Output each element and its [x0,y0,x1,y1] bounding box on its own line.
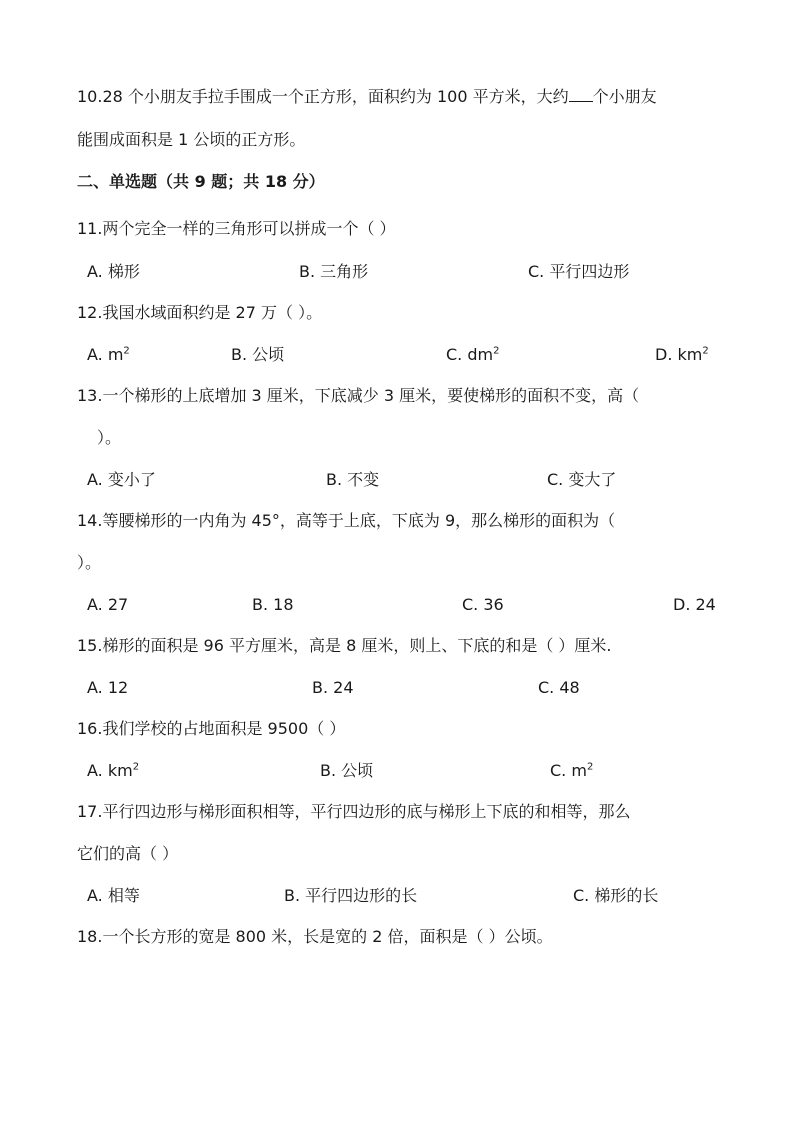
q12-option-d-exponent: 2 [702,345,709,357]
q17-stem-line1: 17.平行四边形与梯形面积相等，平行四边形的底与梯形上下底的和相等，那么 [77,802,631,821]
q18-stem: 18.一个长方形的宽是 800 米，长是宽的 2 倍，面积是（ ）公顷。 [77,927,553,946]
q13-option-a[interactable]: A. 变小了 [87,470,156,489]
q14-option-b[interactable]: B. 18 [252,595,294,614]
q14-option-a[interactable]: A. 27 [87,595,129,614]
q12-option-c-exponent: 2 [493,345,500,357]
q15-option-b[interactable]: B. 24 [312,678,354,697]
q10-line1 [77,86,657,108]
q11-option-b[interactable]: B. 三角形 [299,262,369,281]
q12-option-a[interactable] [87,344,130,366]
q15-option-c[interactable]: C. 48 [538,678,580,697]
q12-option-b[interactable]: B. 公顷 [231,345,285,364]
q11-option-c[interactable]: C. 平行四边形 [528,262,630,281]
q15-option-a[interactable]: A. 12 [87,678,129,697]
q10-text-before-blank: 10.28 个小朋友手拉手围成一个正方形，面积约为 100 平方米，大约 [77,87,569,106]
q12-option-d[interactable] [655,344,709,366]
q17-stem-line2: 它们的高（ ） [77,844,179,863]
q13-option-b[interactable]: B. 不变 [326,470,380,489]
q12-option-a-label: A. m [87,345,124,364]
q14-stem-line1: 14.等腰梯形的一内角为 45°，高等于上底，下底为 9，那么梯形的面积为（ [77,511,616,530]
q13-option-c[interactable]: C. 变大了 [547,470,617,489]
q16-stem: 16.我们学校的占地面积是 9500（ ） [77,719,346,738]
q10-answer-blank[interactable] [569,87,593,102]
q12-stem: 12.我国水域面积约是 27 万（ ）。 [77,303,323,322]
q13-stem-line2: ）。 [97,428,122,447]
q16-option-a-exponent: 2 [132,761,140,773]
q14-option-d[interactable]: D. 24 [673,595,716,614]
q13-stem-line1: 13.一个梯形的上底增加 3 厘米，下底减少 3 厘米，要使梯形的面积不变，高（ [77,386,640,405]
q12-option-c-label: C. dm [446,345,494,364]
q11-stem: 11.两个完全一样的三角形可以拼成一个（ ） [77,219,396,238]
q16-option-a-label: A. km [87,761,133,780]
q11-option-a[interactable]: A. 梯形 [87,262,140,281]
q16-option-c[interactable] [550,760,593,782]
q17-option-c[interactable]: C. 梯形的长 [573,886,659,905]
q12-option-c[interactable] [446,344,499,366]
q16-option-a[interactable] [87,760,139,782]
q16-option-c-label: C. m [550,761,587,780]
section-title: 二、单选题（共 9 题；共 18 分） [77,172,325,191]
q16-option-c-exponent: 2 [586,761,594,773]
q10-text-after-blank: 个小朋友 [592,87,657,106]
q17-option-b[interactable]: B. 平行四边形的长 [284,886,418,905]
q12-option-d-label: D. km [655,345,703,364]
q14-stem-line2: ）。 [77,553,102,572]
q15-stem: 15.梯形的面积是 96 平方厘米，高是 8 厘米，则上、下底的和是（ ）厘米. [77,636,612,655]
q16-option-b[interactable]: B. 公顷 [320,761,374,780]
q14-option-c[interactable]: C. 36 [462,595,504,614]
q17-option-a[interactable]: A. 相等 [87,886,140,905]
q10-line2: 能围成面积是 1 公顷的正方形。 [77,130,306,149]
q12-option-a-exponent: 2 [123,345,130,357]
